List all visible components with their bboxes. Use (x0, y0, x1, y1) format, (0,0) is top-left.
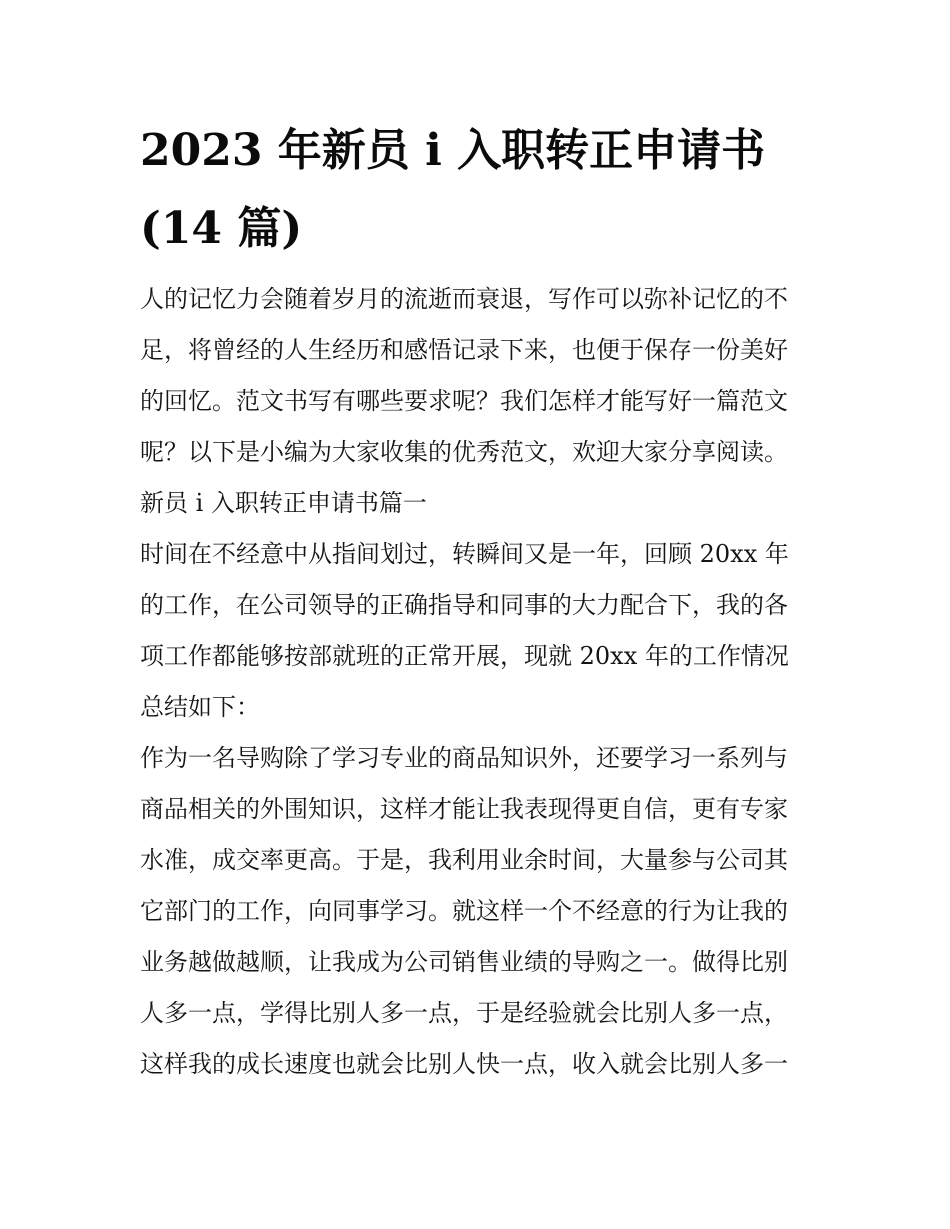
paragraph-2-line-2: 商品相关的外围知识，这样才能让我表现得更自信，更有专家 (140, 795, 788, 823)
intro-line-4: 呢？以下是小编为大家收集的优秀范文，欢迎大家分享阅读。 (140, 438, 788, 466)
section-heading: 新员 i 入职转正申请书篇一 (140, 489, 427, 517)
paragraph-1-line-4: 总结如下： (140, 693, 260, 721)
paragraph-2-line-6: 人多一点，学得比别人多一点，于是经验就会比别人多一点， (140, 999, 788, 1027)
paragraph-2-line-4: 它部门的工作，向同事学习。就这样一个不经意的行为让我的 (140, 897, 788, 925)
intro-line-1: 人的记忆力会随着岁月的流逝而衰退，写作可以弥补记忆的不 (140, 285, 788, 313)
intro-line-2: 足，将曾经的人生经历和感悟记录下来，也便于保存一份美好 (140, 336, 788, 364)
paragraph-1-line-1: 时间在不经意中从指间划过，转瞬间又是一年，回顾 20xx 年 (140, 540, 789, 568)
title-line-2: (14 篇) (140, 203, 303, 254)
title-line-1: 2023 年新员 i 入职转正申请书 (140, 125, 766, 176)
document-body (140, 274, 830, 1090)
paragraph-2-line-5: 业务越做越顺，让我成为公司销售业绩的导购之一。做得比别 (140, 948, 788, 976)
intro-line-3: 的回忆。范文书写有哪些要求呢？我们怎样才能写好一篇范文 (140, 387, 788, 415)
paragraph-1-line-2: 的工作，在公司领导的正确指导和同事的大力配合下，我的各 (140, 591, 788, 619)
document-title (140, 112, 820, 268)
paragraph-2-line-7: 这样我的成长速度也就会比别人快一点，收入就会比别人多一 (140, 1050, 788, 1078)
paragraph-2-line-3: 水准，成交率更高。于是，我利用业余时间，大量参与公司其 (140, 846, 788, 874)
paragraph-2-line-1: 作为一名导购除了学习专业的商品知识外，还要学习一系列与 (140, 744, 788, 772)
paragraph-1-line-3: 项工作都能够按部就班的正常开展，现就 20xx 年的工作情况 (140, 642, 789, 670)
